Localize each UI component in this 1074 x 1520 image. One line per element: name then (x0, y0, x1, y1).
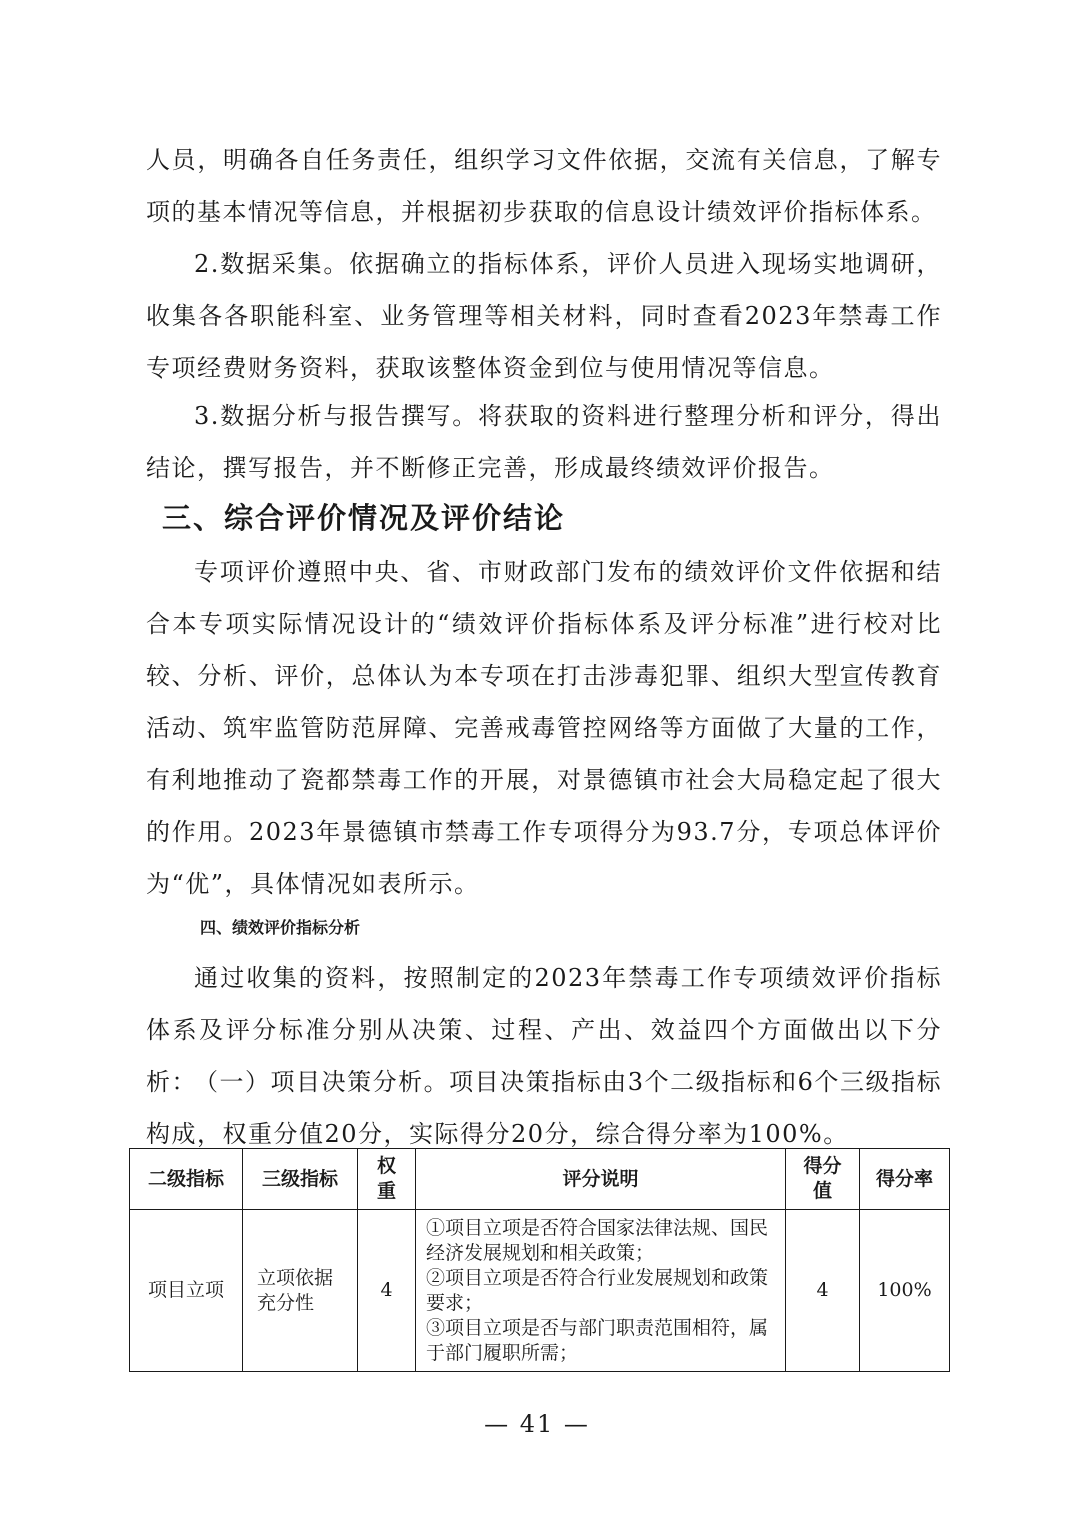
header-level3: 三级指标 (243, 1149, 358, 1210)
cell-description (416, 1210, 786, 1372)
cell-rate: 100% (860, 1210, 950, 1372)
description-item-2: ②项目立项是否符合行业发展规划和政策要求； (426, 1266, 769, 1314)
cell-level3: 立项依据充分性 (243, 1210, 358, 1372)
paragraph-analysis-intro: 通过收集的资料，按照制定的2023年禁毒工作专项绩效评价指标体系及评分标准分别从决策、过程、产出、效益四个方面做出以下分析： (146, 964, 942, 1096)
cell-score: 4 (786, 1210, 860, 1372)
paragraph-task-assignment: 人员，明确各自任务责任，组织学习文件依据，交流有关信息，了解专项的基本情况等信息，并根据初步获取的信息设计绩效评价指标体系。 (146, 146, 942, 226)
header-level2: 二级指标 (130, 1149, 243, 1210)
cell-weight: 4 (358, 1210, 416, 1372)
description-item-1: ①项目立项是否符合国家法律法规、国民经济发展规划和相关政策； (426, 1216, 769, 1264)
paragraph-data-collection: 2.数据采集。依据确立的指标体系，评价人员进入现场实地调研，收集各各职能科室、业务管理等相关材料，同时查看2023年禁毒工作专项经费财务资料，获取该整体资金到位与使用情况等信息。 (146, 250, 942, 382)
paragraph-overall-evaluation: 专项评价遵照中央、省、市财政部门发布的绩效评价文件依据和结合本专项实际情况设计的“绩效评价指标体系及评分标准”进行校对比较、分析、评价，总体认为本专项在打击涉毒犯罪、组织大型宣传教育活动、筑牢监管防范屏障、完善戒毒管控网络等方面做了大量的工作，有利地推动了瓷都禁毒工作的开展，对景德镇市社会大局稳定起了很大的作用。2023年景德镇市禁毒工作专项得分为93.7分，专项总体评价为“优”，具体情况如表所示。 (146, 558, 942, 898)
section-heading-3: 三、综合评价情况及评价结论 (162, 501, 566, 535)
description-item-3: ③项目立项是否与部门职责范围相符，属于部门履职所需； (426, 1316, 769, 1364)
table-row (130, 1210, 950, 1372)
section-heading-4: 四、绩效评价指标分析 (200, 918, 361, 937)
paragraph-analysis-report: 3.数据分析与报告撰写。将获取的资料进行整理分析和评分，得出结论，撰写报告，并不断修正完善，形成最终绩效评价报告。 (146, 402, 942, 482)
page-number: — 41 — (484, 1410, 590, 1438)
indicator-table (129, 1148, 950, 1372)
header-weight: 权重 (358, 1149, 416, 1210)
table-header-row (130, 1149, 950, 1210)
paragraph-decision-analysis: （一）项目决策分析。项目决策指标由3个二级指标和6个三级指标构成，权重分值20分，实际得分20分，综合得分率为100%。 (146, 1068, 942, 1148)
header-score: 得分值 (786, 1149, 860, 1210)
header-rate: 得分率 (860, 1149, 950, 1210)
header-description: 评分说明 (416, 1149, 786, 1210)
cell-level2: 项目立项 (130, 1210, 243, 1372)
